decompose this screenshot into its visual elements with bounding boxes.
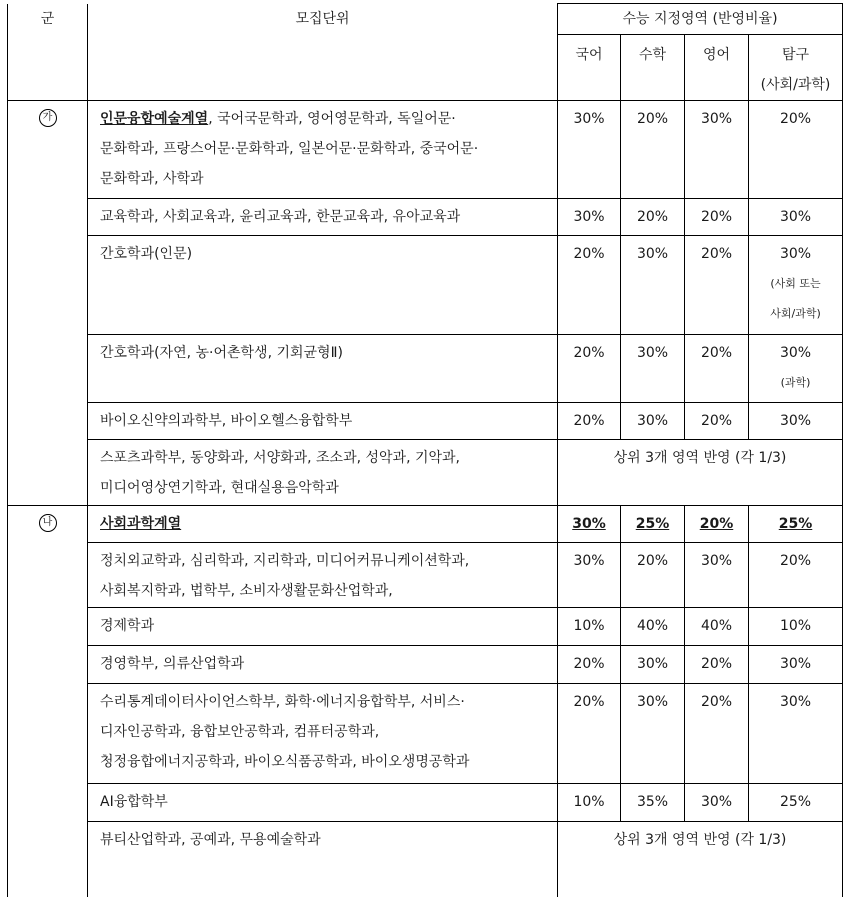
- unit-text: 문화학과, 사학과: [100, 171, 204, 187]
- ratio-merged: 상위 3개 영역 반영 (각 1/3): [558, 440, 843, 506]
- ratio-math: 40%: [621, 608, 685, 646]
- ratio-math: 30%: [621, 646, 685, 684]
- unit-text: 간호학과(인문): [100, 246, 193, 262]
- group-mark: 나: [39, 514, 57, 532]
- unit-text: 미디어영상연기학과, 현대실용음악학과: [100, 480, 339, 496]
- ratio-math: 20%: [621, 199, 685, 236]
- unit-text: 청정융합에너지공학과, 바이오식품공학과, 바이오생명공학과: [100, 754, 470, 770]
- ratio-english: 40%: [685, 608, 749, 646]
- ratio-korean: 30%: [558, 506, 621, 543]
- ratio-english: 30%: [685, 101, 749, 199]
- header-inquiry-sub: (사회/과학): [760, 77, 831, 93]
- unit-bold: 사회과학계열: [100, 516, 182, 532]
- ratio-math: 30%: [621, 403, 685, 440]
- unit-text: 경영학부, 의류산업학과: [100, 656, 245, 672]
- unit-cell: [88, 608, 558, 646]
- unit-cell: [88, 684, 558, 784]
- ratio-korean: 20%: [558, 646, 621, 684]
- ratio-english: 20%: [685, 335, 749, 403]
- ratio-math: 35%: [621, 784, 685, 822]
- unit-cell: [88, 101, 558, 199]
- header-group: 군: [8, 4, 88, 101]
- ratio-korean: 20%: [558, 335, 621, 403]
- unit-bold: 인문융합예술계열: [100, 111, 209, 127]
- unit-text: 수리통계데이터사이언스학부, 화학·에너지융합학부, 서비스·: [100, 694, 465, 710]
- ratio-korean: 30%: [558, 199, 621, 236]
- ratio-inquiry: 25%: [749, 506, 843, 543]
- ratio-english: 20%: [685, 403, 749, 440]
- header-math: 수학: [621, 35, 685, 101]
- unit-text: AI융합학부: [100, 794, 168, 810]
- ratio-korean: 30%: [558, 101, 621, 199]
- ratio-korean: 20%: [558, 684, 621, 784]
- header-english: 영어: [685, 35, 749, 101]
- ratio-inquiry: 20%: [749, 543, 843, 608]
- ratio-inquiry: 25%: [749, 784, 843, 822]
- group-mark-cell: [8, 101, 88, 506]
- ratio-math: 20%: [621, 543, 685, 608]
- header-unit: 모집단위: [88, 4, 558, 101]
- ratio-inquiry-cell: [749, 335, 843, 403]
- unit-cell: [88, 784, 558, 822]
- ratio-inquiry-cell: [749, 236, 843, 335]
- unit-cell: [88, 822, 558, 897]
- ratio-inquiry: 30%: [749, 199, 843, 236]
- ratio-inquiry: 30%: [749, 646, 843, 684]
- ratio-inquiry: 10%: [749, 608, 843, 646]
- unit-cell: [88, 335, 558, 403]
- ratio-inquiry: 30%: [779, 246, 812, 262]
- ratio-korean: 10%: [558, 784, 621, 822]
- group-mark: 가: [39, 109, 57, 127]
- ratio-merged: 상위 3개 영역 반영 (각 1/3): [558, 822, 843, 897]
- ratio-inquiry: 30%: [749, 403, 843, 440]
- unit-text: 정치외교학과, 심리학과, 지리학과, 미디어커뮤니케이션학과,: [100, 553, 470, 569]
- unit-cell: [88, 236, 558, 335]
- ratio-english: 30%: [685, 543, 749, 608]
- unit-text: 문화학과, 프랑스어문·문화학과, 일본어문·문화학과, 중국어문·: [100, 141, 479, 157]
- header-area: 수능 지정영역 (반영비율): [558, 4, 843, 35]
- inquiry-note: 사회/과학): [770, 307, 821, 320]
- ratio-korean: 20%: [558, 236, 621, 335]
- unit-text: 간호학과(자연, 농·어촌학생, 기회균형Ⅱ): [100, 345, 343, 361]
- ratio-korean: 30%: [558, 543, 621, 608]
- unit-cell: [88, 440, 558, 506]
- ratio-math: 30%: [621, 684, 685, 784]
- unit-cell: [88, 646, 558, 684]
- ratio-math: 25%: [621, 506, 685, 543]
- unit-cell: [88, 403, 558, 440]
- ratio-inquiry: 30%: [749, 684, 843, 784]
- unit-text: 스포츠과학부, 동양화과, 서양화과, 조소과, 성악과, 기악과,: [100, 450, 461, 466]
- ratio-english: 20%: [685, 199, 749, 236]
- ratio-english: 30%: [685, 784, 749, 822]
- unit-cell: [88, 543, 558, 608]
- unit-cell: [88, 199, 558, 236]
- ratio-inquiry: 20%: [749, 101, 843, 199]
- unit-text: , 국어국문학과, 영어영문학과, 독일어문·: [208, 111, 456, 127]
- unit-text: 디자인공학과, 융합보안공학과, 컴퓨터공학과,: [100, 724, 380, 740]
- group-mark-cell: [8, 506, 88, 897]
- inquiry-note: (과학): [780, 376, 811, 389]
- ratio-korean: 10%: [558, 608, 621, 646]
- ratio-english: 20%: [685, 506, 749, 543]
- header-korean: 국어: [558, 35, 621, 101]
- ratio-korean: 20%: [558, 403, 621, 440]
- unit-text: 바이오신약의과학부, 바이오헬스융합학부: [100, 413, 353, 429]
- unit-cell: [88, 506, 558, 543]
- header-inquiry-label: 탐구: [781, 47, 810, 63]
- ratio-english: 20%: [685, 236, 749, 335]
- unit-text: 교육학과, 사회교육과, 윤리교육과, 한문교육과, 유아교육과: [100, 209, 461, 225]
- unit-text: 경제학과: [100, 618, 155, 634]
- ratio-english: 20%: [685, 646, 749, 684]
- header-inquiry: [749, 35, 843, 101]
- ratio-math: 20%: [621, 101, 685, 199]
- inquiry-note: (사회 또는: [770, 277, 821, 290]
- ratio-math: 30%: [621, 236, 685, 335]
- admission-table: [7, 3, 843, 897]
- unit-text: 뷰티산업학과, 공예과, 무용예술학과: [100, 832, 321, 848]
- ratio-inquiry: 30%: [779, 345, 812, 361]
- ratio-math: 30%: [621, 335, 685, 403]
- ratio-english: 20%: [685, 684, 749, 784]
- unit-text: 사회복지학과, 법학부, 소비자생활문화산업학과,: [100, 583, 393, 599]
